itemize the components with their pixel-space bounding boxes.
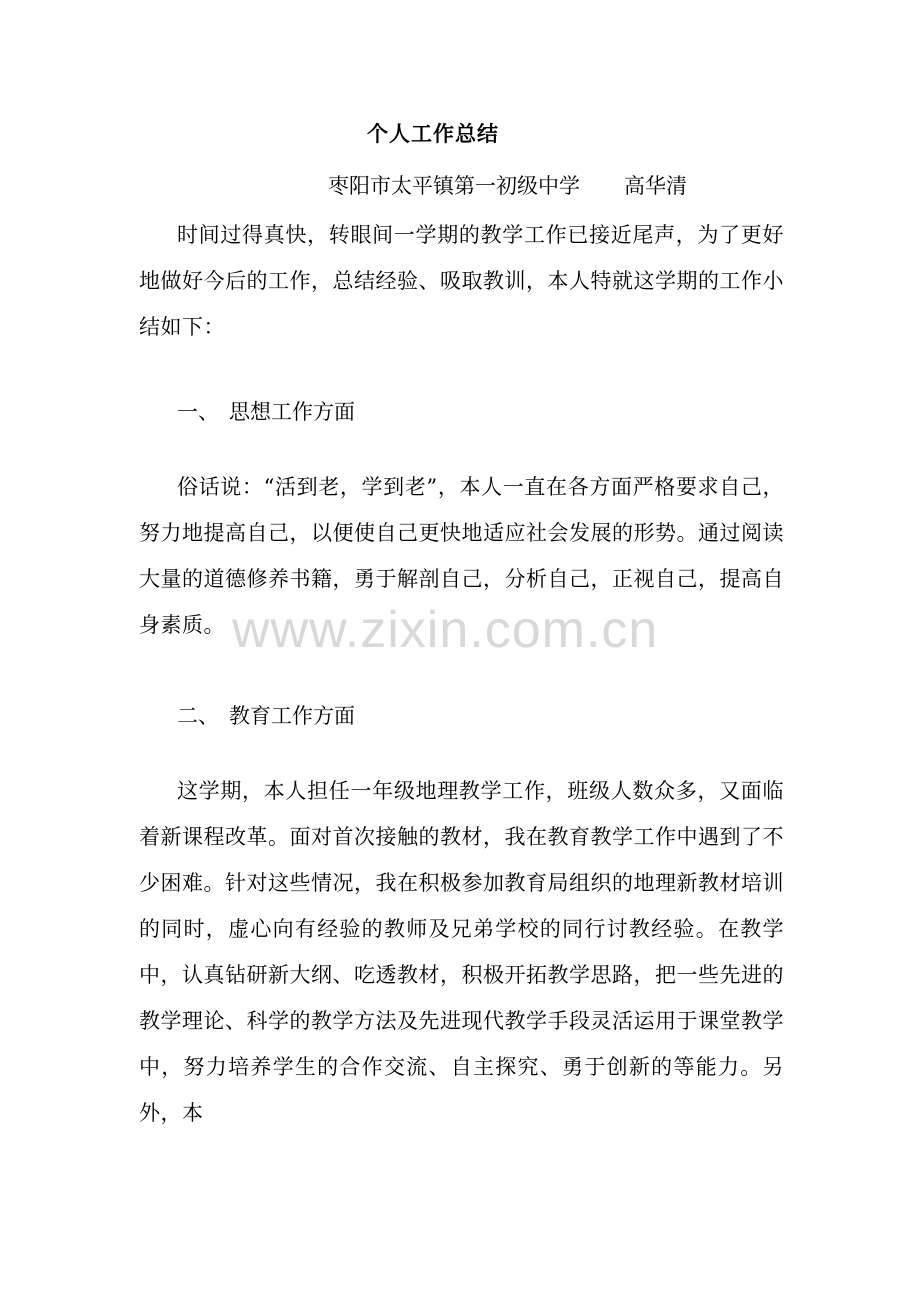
section-title-2: 教育工作方面	[229, 704, 355, 728]
section-heading-1	[177, 396, 355, 426]
section-body-2: 这学期，本人担任一年级地理教学工作，班级人数众多，又面临着新课程改革。面对首次接触的教材，我在教育教学工作中遇到了不少困难。针对这些情况，我在积极参加教育局组织的地理新教材培训的同时，虚心向有经验的教师及兄弟学校的同行讨教经验。在教学中，认真钻研新大纲、吃透教材，积极开拓教学思路，把一些先进的教学理论、科学的教学方法及先进现代教学手段灵活运用于课堂教学中，努力培养学生的合作交流、自主探究、勇于创新的等能力。另外，本	[139, 779, 784, 1125]
section-number-1: 一、	[177, 400, 219, 424]
school-name: 枣阳市太平镇第一初级中学	[328, 174, 580, 198]
section-body-1: 俗话说：“活到老，学到老”，本人一直在各方面严格要求自己，努力地提高自己，以便使自己更快地适应社会发展的形势。通过阅读大量的道德修养书籍，勇于解剖自己，分析自己，正视自己，提高自身素质。	[139, 475, 784, 637]
section-title-1: 思想工作方面	[229, 400, 355, 424]
byline	[328, 170, 687, 200]
author-name: 高华清	[624, 174, 687, 198]
section-heading-2	[177, 700, 355, 730]
intro-paragraph: 时间过得真快，转眼间一学期的教学工作已接近尾声，为了更好地做好今后的工作，总结经验、吸取教训，本人特就这学期的工作小结如下：	[139, 223, 784, 339]
section-number-2: 二、	[177, 704, 219, 728]
document-title: 个人工作总结	[367, 121, 499, 146]
watermark: www.zixin.com.cn	[232, 601, 659, 659]
